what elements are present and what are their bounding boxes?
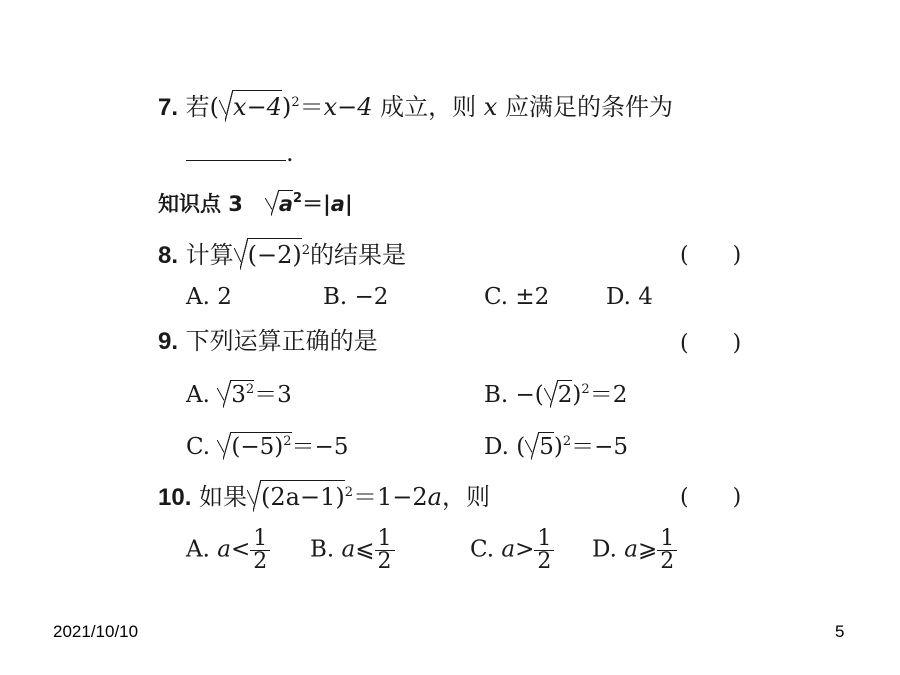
- question-8: 8. 计算 $(-2)^2$的结果是: [158, 238, 406, 271]
- answer-line: .: [186, 138, 294, 168]
- fraction: $\frac{1}{2}$: [657, 528, 677, 573]
- answer-blank: [186, 138, 286, 161]
- option-a: A. a< $\frac{1}{2}$: [186, 528, 270, 573]
- option-d: D. 4: [606, 284, 653, 310]
- option-b: B. a⩽ $\frac{1}{2}$: [310, 528, 395, 573]
- sqrt-symbol: 2: [544, 380, 573, 408]
- page-number: 5: [835, 622, 845, 641]
- answer-paren: ( ): [680, 485, 742, 510]
- option-d: D. ( 5)$^2$＝−5: [484, 434, 629, 460]
- sqrt-symbol: (−2): [234, 238, 302, 270]
- answer-paren: ( ): [680, 243, 742, 268]
- question-text: 若(: [185, 93, 220, 121]
- option-a: A. $3^2=3$: [186, 382, 292, 408]
- fraction: $\frac{1}{2}$: [375, 528, 395, 573]
- option-c: C. ±2: [484, 284, 550, 310]
- fraction: $\frac{1}{2}$: [534, 528, 554, 573]
- sqrt-symbol: (2a−1): [247, 480, 345, 512]
- section-label: 知识点 3: [158, 192, 243, 216]
- footer-date: 2021/10/10: [53, 622, 139, 641]
- sqrt-symbol: a: [265, 190, 293, 216]
- sqrt-symbol: 5: [525, 432, 554, 460]
- sqrt-symbol: $(-5)^2$: [217, 432, 291, 460]
- question-10: 10. 如果 $(2a-1)^2=1-2a$，则: [158, 480, 490, 513]
- option-b: B. −2: [323, 284, 389, 310]
- option-d: D. a⩾ $\frac{1}{2}$: [592, 528, 677, 573]
- question-number: 7.: [158, 94, 179, 121]
- sqrt-symbol: x−4: [219, 90, 282, 122]
- section-heading: 知识点 3 $a^2=|a|$: [158, 191, 353, 216]
- option-c: C. $(-5)^2=-5$: [186, 434, 349, 460]
- option-c: C. a> $\frac{1}{2}$: [470, 528, 554, 573]
- fraction: $\frac{1}{2}$: [250, 528, 270, 573]
- option-b: B. −( 2)$^2$＝2: [484, 382, 628, 408]
- question-7: 7. 若( x−4)$^2$＝x−4 成立，则 x 应满足的条件为: [158, 90, 673, 123]
- question-9: 9. 下列运算正确的是: [158, 327, 378, 355]
- answer-paren: ( ): [680, 331, 742, 356]
- sqrt-symbol: $3^2$: [217, 380, 254, 408]
- option-a: A. 2: [186, 284, 232, 310]
